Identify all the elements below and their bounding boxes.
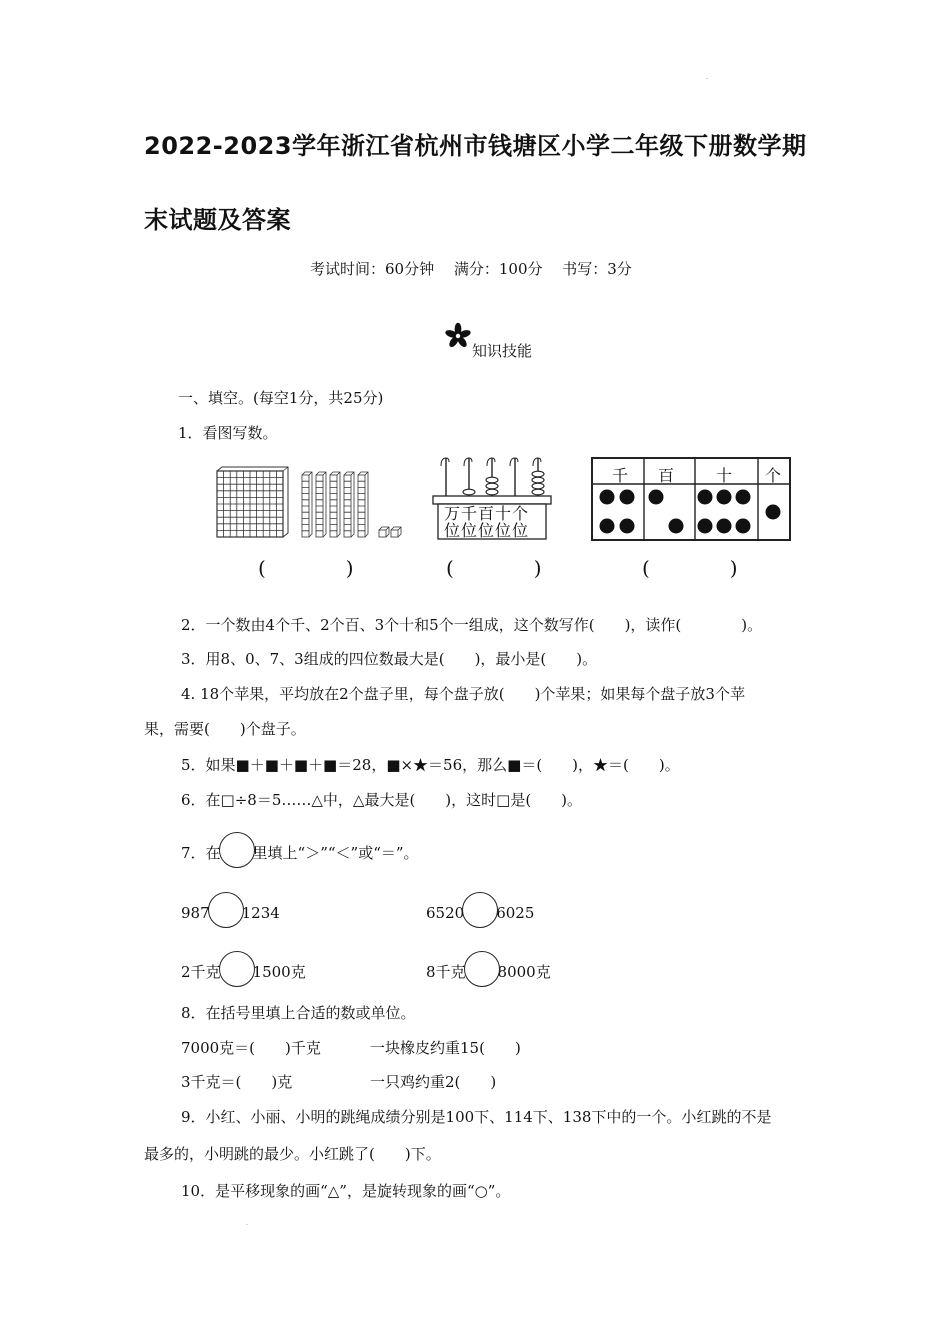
ten-rod [330,472,340,537]
q8-item-3: 3千克＝( )克 [181,1073,293,1091]
q7-item-1-right: 1234 [241,904,280,922]
abacus-bead [532,489,544,495]
chart-dot [766,505,781,520]
unit-cube [391,527,401,537]
abacus-bead [486,477,498,483]
top-mark: · [706,76,708,83]
q7-item-4-right: 8000克 [497,963,551,981]
header-hundreds: 百 [658,466,675,485]
chart-dot [736,490,751,505]
header-tens: 十 [716,466,733,485]
q7-text [181,836,419,872]
chart-dot [649,490,664,505]
q7-item-1-left: 987 [181,904,210,922]
q7-item-4 [426,955,551,991]
abacus-place-labels [444,505,529,539]
q7-item-3-left: 2千克 [181,963,221,981]
header-ones: 个 [765,466,782,485]
compare-circle[interactable] [464,951,500,987]
compare-circle-example [219,832,255,868]
base-ten-blocks-figure [214,466,404,542]
q1-fig2-answer: ( ) [446,556,542,580]
abacus-labels-bottom: 位位位位位 [444,521,530,540]
q7-item-3-right: 1500克 [252,963,306,981]
abacus-labels-top: 万千百十个 [444,504,530,523]
q2-text: 2．一个数由4个千、2个百、3个十和5个一组成，这个数写作( )，读作( )。 [181,616,763,634]
chart-dot [698,519,713,534]
chart-dot [669,519,684,534]
exam-info: 考试时间：60分钟 满分：100分 书写：3分 [310,260,632,278]
flower-icon [444,322,472,354]
document-title-line2: 末试题及答案 [144,206,291,234]
q7-item-2 [426,896,534,932]
unit-cube [379,527,389,537]
q1-fig3-answer: ( ) [642,556,738,580]
q8-item-2: 一块橡皮约重15( ) [370,1039,521,1057]
abacus-bead [486,489,498,495]
ten-rod [358,472,368,537]
q7-item-4-left: 8千克 [426,963,466,981]
q7-item-2-left: 6520 [426,904,465,922]
q4-text-line2: 果，需要( )个盘子。 [144,720,306,738]
chart-dot [600,490,615,505]
abacus-bead [463,489,475,495]
bottom-mark: · [246,1222,248,1229]
ten-rod [316,472,326,537]
chart-dot [620,519,635,534]
q1-fig1-answer: ( ) [258,556,354,580]
q7-item-2-right: 6025 [496,904,535,922]
q6-text: 6．在□÷8＝5……△中，△最大是( )，这时□是( )。 [181,791,583,809]
q9-text-line1: 9．小红、小丽、小明的跳绳成绩分别是100下、114下、138下中的一个。小红跳的不是 [181,1108,772,1126]
q5-text: 5．如果■＋■＋■＋■＝28，■×★＝56，那么■＝( )，★＝( )。 [181,756,680,774]
compare-circle[interactable] [462,892,498,928]
q8-item-4: 一只鸡约重2( ) [370,1073,497,1091]
compare-circle[interactable] [219,951,255,987]
abacus-bead [532,483,544,489]
chart-dot [736,519,751,534]
header-thousands: 千 [612,466,629,485]
q3-text: 3．用8、0、7、3组成的四位数最大是( )，最小是( )。 [181,650,598,668]
chart-dot [717,519,732,534]
q8-text: 8．在括号里填上合适的数或单位。 [181,1004,416,1022]
q7-suffix: 里填上“＞”“＜”或“＝”。 [252,844,419,862]
abacus-bead [532,471,544,477]
q10-text: 10．是平移现象的画“△”，是旋转现象的画“○”。 [181,1182,511,1200]
abacus-bead [486,483,498,489]
chart-dot [698,490,713,505]
ten-rod [344,472,354,537]
part1-heading: 一、填空。(每空1分，共25分) [178,389,384,407]
chart-dot [717,490,732,505]
q8-item-1: 7000克＝( )千克 [181,1039,321,1057]
q7-prefix: 7．在 [181,844,221,862]
chart-dot [620,490,635,505]
q4-text-line1: 4. 18个苹果，平均放在2个盘子里，每个盘子放( )个苹果；如果每个盘子放3个苹 [181,685,745,703]
q9-text-line2: 最多的，小明跳的最少。小红跳了( )下。 [144,1145,441,1163]
q7-item-3 [181,955,306,991]
q1-text: 1．看图写数。 [178,424,278,442]
section-label: 知识技能 [472,342,533,360]
chart-dot [600,519,615,534]
abacus-bead [532,477,544,483]
hundred-block [217,467,288,537]
ten-rod [302,472,312,537]
q7-item-1 [181,896,280,932]
document-title-line1: 2022-2023学年浙江省杭州市钱塘区小学二年级下册数学期 [144,132,807,160]
compare-circle[interactable] [208,892,244,928]
